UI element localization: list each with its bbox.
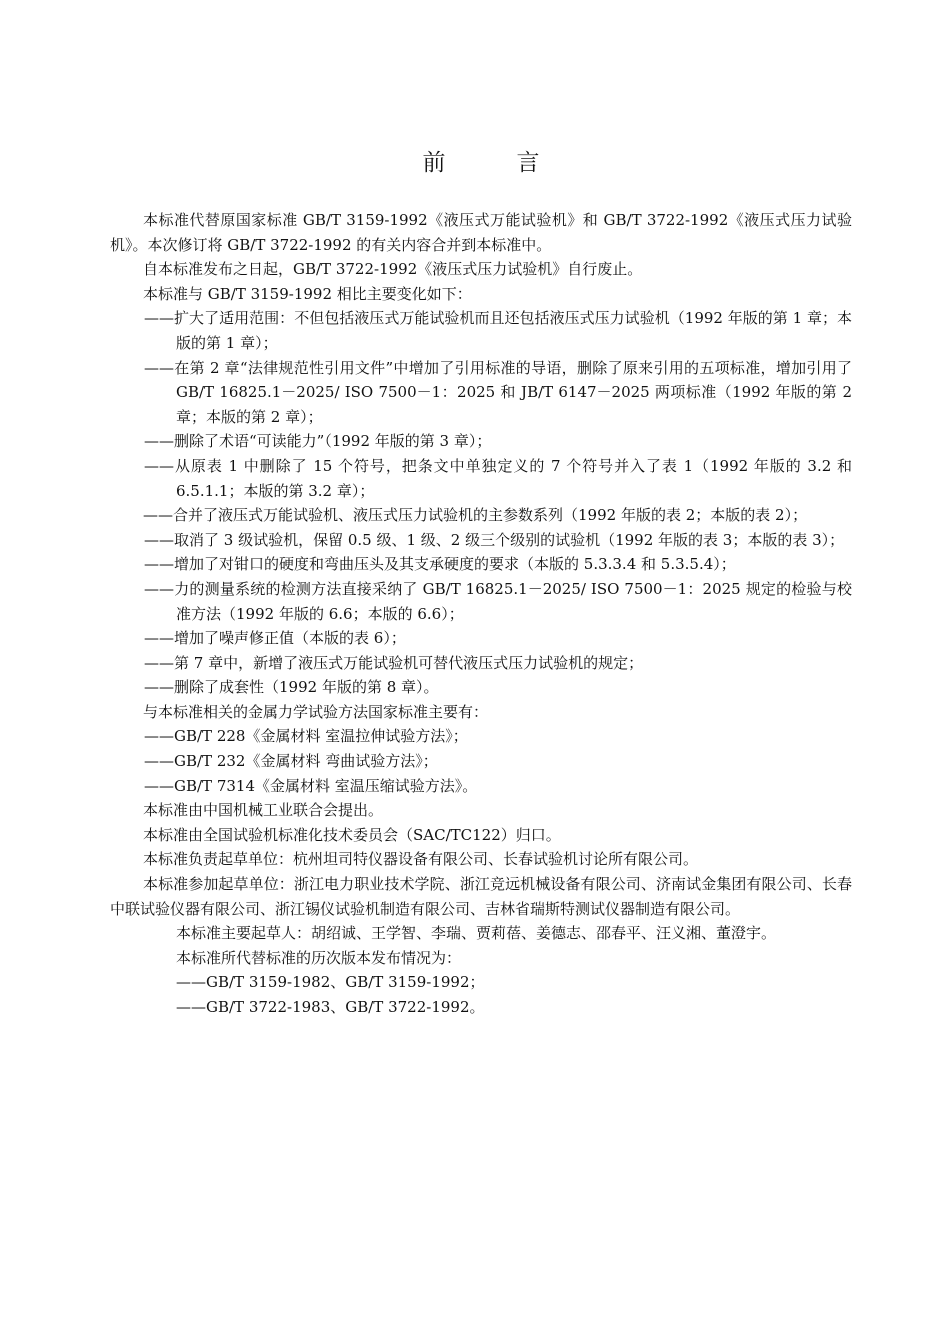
paragraph-replacement: 本标准代替原国家标准 GB/T 3159-1992《液压式万能试验机》和 GB/T 3722-1992《液压式压力试验机》。本次修订将 GB/T 3722-1992 的有关内容合并到本标准中。 [110, 211, 852, 254]
change-item-hardness: ——增加了对钳口的硬度和弯曲压头及其支承硬度的要求（本版的 5.3.3.4 和 5.3.5.4）； [144, 555, 736, 574]
related-standard-item: ——GB/T 232《金属材料 弯曲试验方法》； [144, 752, 438, 771]
change-item-completeness: ——删除了成套性（1992 年版的第 8 章）。 [144, 678, 439, 697]
paragraph-committee: 本标准由全国试验机标准化技术委员会（SAC/TC122）归口。 [143, 825, 561, 844]
related-standard-item: ——GB/T 7314《金属材料 室温压缩试验方法》。 [144, 776, 478, 795]
change-item-noise: ——增加了噪声修正值（本版的表 6）； [144, 629, 406, 648]
paragraph-lead-drafter: 本标准负责起草单位：杭州坦司特仪器设备有限公司、长春试验机讨论所有限公司。 [143, 850, 699, 869]
related-standard-item: ——GB/T 228《金属材料 室温拉伸试验方法》； [144, 727, 468, 746]
history-item: ——GB/T 3159-1982、GB/T 3159-1992； [176, 973, 485, 992]
change-item-parameters: ——合并了液压式万能试验机、液压式压力试验机的主参数系列（1992 年版的表 2；本版的表 2）； [143, 506, 808, 525]
foreword-body [110, 208, 852, 1020]
paragraph-related-standards: 与本标准相关的金属力学试验方法国家标准主要有： [143, 702, 489, 721]
change-item-terms: ——删除了术语“可读能力”（1992 年版的第 3 章）； [144, 432, 492, 451]
change-item-grades: ——取消了 3 级试验机，保留 0.5 级、1 级、2 级三个级别的试验机（1992 年版的表 3；本版的表 3）； [144, 530, 845, 549]
history-item: ——GB/T 3722-1983、GB/T 3722-1992。 [176, 998, 485, 1016]
change-item-chapter7: ——第 7 章中，新增了液压式万能试验机可替代液压式压力试验机的规定； [144, 653, 644, 672]
change-item-measurement: ——力的测量系统的检测方法直接采纳了 GB/T 16825.1－2025/ ISO 7500－1：2025 规定的检验与校准方法（1992 年版的 6.6；本版的 6.6）； [144, 579, 852, 623]
paragraph-history-intro: 本标准所代替标准的历次版本发布情况为： [176, 948, 462, 967]
page-title: 前 言 [422, 150, 564, 176]
paragraph-proposer: 本标准由中国机械工业联合会提出。 [143, 801, 384, 820]
paragraph-drafters: 本标准主要起草人：胡绍诚、王学智、李瑞、贾莉蓓、姜德志、邵春平、汪义湘、董澄宇。 [176, 924, 777, 943]
change-item-references: ——在第 2 章“法律规范性引用文件”中增加了引用标准的导语，删除了原来引用的五项标准，增加引用了 GB/T 16825.1－2025/ ISO 7500－1：2025 和 JB/T 6147－2025 两项标准（1992 年版的第 2 章；本版的第 2 章）； [144, 358, 852, 426]
change-item-symbols: ——从原表 1 中删除了 15 个符号，把条文中单独定义的 7 个符号并入了表 1（1992 年版的 3.2 和 6.5.1.1；本版的第 3.2 章）； [144, 456, 852, 500]
change-item-scope: ——扩大了适用范围：不但包括液压式万能试验机而且还包括液压式压力试验机（1992 年版的第 1 章；本版的第 1 章）； [144, 309, 852, 352]
paragraph-participating-units: 本标准参加起草单位：浙江电力职业技术学院、浙江竞远机械设备有限公司、济南试金集团有限公司、长春中联试验仪器有限公司、浙江锡仪试验机制造有限公司、吉林省瑞斯特测试仪器制造有限公司。 [110, 875, 852, 918]
paragraph-abolish: 自本标准发布之日起，GB/T 3722-1992《液压式压力试验机》自行废止。 [143, 260, 643, 279]
document-page [110, 148, 852, 1020]
paragraph-changes-intro: 本标准与 GB/T 3159-1992 相比主要变化如下： [143, 284, 472, 303]
